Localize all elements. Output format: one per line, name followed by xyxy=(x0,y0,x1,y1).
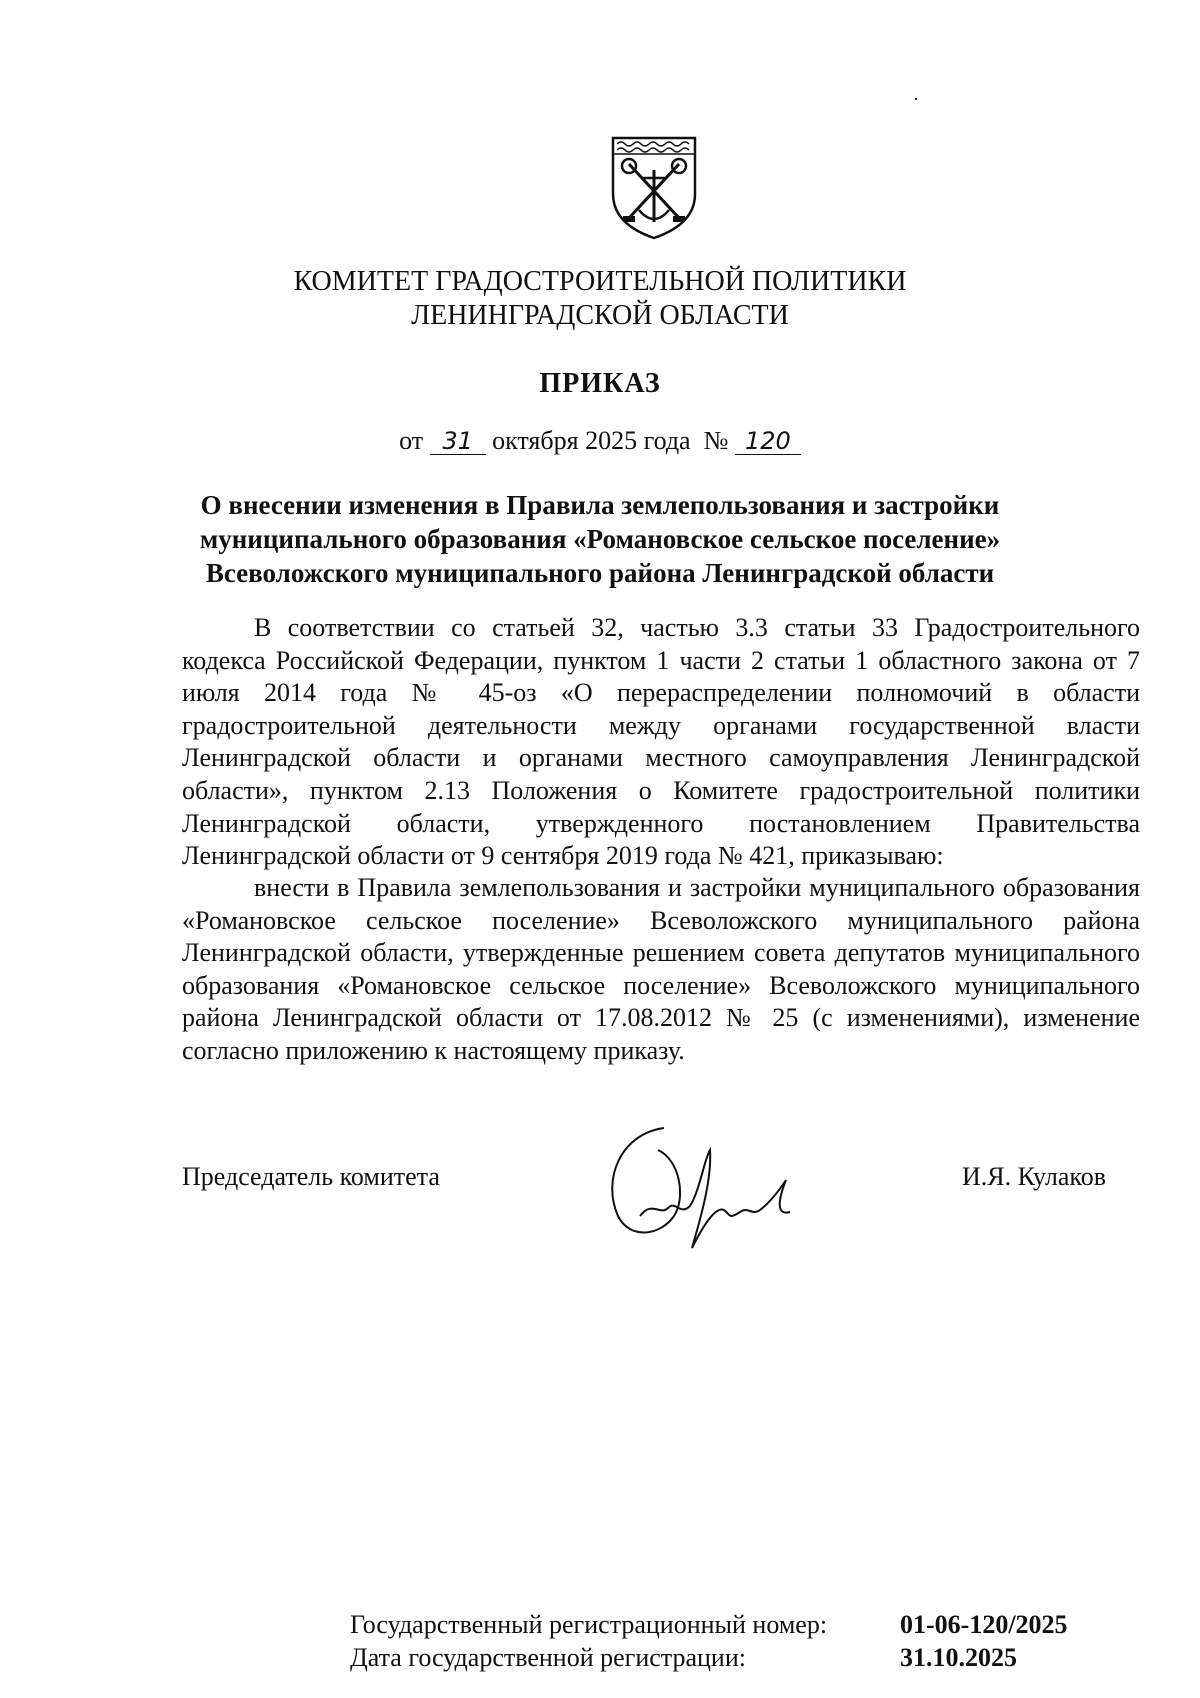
registration-date-row xyxy=(350,1641,1068,1674)
registration-date-value: 31.10.2025 xyxy=(900,1643,1017,1672)
registration-number-label: Государственный регистрационный номер: xyxy=(350,1610,828,1639)
document-type-title: ПРИКАЗ xyxy=(539,368,661,399)
issuer-line-2: ЛЕНИНГРАДСКОЙ ОБЛАСТИ xyxy=(411,300,789,331)
signer-position: Председатель комитета xyxy=(182,1162,440,1191)
order-date-number-line xyxy=(0,426,1200,456)
order-date-prefix: от xyxy=(399,426,424,455)
registration-number-row xyxy=(350,1608,1068,1641)
subject-line-3: Всеволожского муниципального района Ленинградской области xyxy=(205,558,995,588)
order-subject xyxy=(0,488,1200,590)
subject-line-1: О внесении изменения в Правила землепользования и застройки xyxy=(200,490,1000,520)
body-paragraph-resolution: внести в Правила землепользования и застройки муниципального образования «Романовское сельское поселение» Всеволожского муниципального района Ленинградской области, утвержденные решением совета депутатов муниципального образования «Романовское сельское поселение» Всеволожского муниципального района Ленинградской области от 17.08.2012 № 25 (с изменениями), изменение согласно приложению к настоящему приказу. xyxy=(182,873,1140,1065)
order-number-sign: № xyxy=(703,426,729,455)
signer-name: И.Я. Кулаков xyxy=(962,1162,1106,1191)
subject-line-2: муниципального образования «Романовское сельское поселение» xyxy=(199,524,1001,554)
registration-date-label: Дата государственной регистрации: xyxy=(350,1643,746,1672)
registration-block xyxy=(350,1608,1068,1674)
issuer-line-1: КОМИТЕТ ГРАДОСТРОИТЕЛЬНОЙ ПОЛИТИКИ xyxy=(293,266,907,297)
order-number-handwritten: 120 xyxy=(735,428,801,455)
order-day-handwritten: 31 xyxy=(430,428,486,455)
registration-number-value: 01-06-120/2025 xyxy=(900,1610,1068,1639)
scan-speck xyxy=(915,98,917,100)
order-date-text: октября 2025 года xyxy=(492,426,691,455)
issuer-header xyxy=(0,265,1200,333)
body-paragraph-legal-basis: В соответствии со статьей 32, частью 3.3 статьи 33 Градостроительного кодекса Российской Федерации, пунктом 1 части 2 статьи 1 областного закона от 7 июля 2014 года № 45-оз «О перераспределении полномочий в области градостроительной деятельности между органами государственной власти Ленинградской области и органами местного самоуправления Ленинградской области», пунктом 2.13 Положения о Комитете градостроительной политики Ленинградской области, утвержденного постановлением Правительства Ленинградской области от 9 сентября 2019 года № 421, приказываю: xyxy=(182,613,1140,871)
handwritten-signature-icon xyxy=(600,1120,820,1260)
coat-of-arms-icon xyxy=(609,132,699,242)
